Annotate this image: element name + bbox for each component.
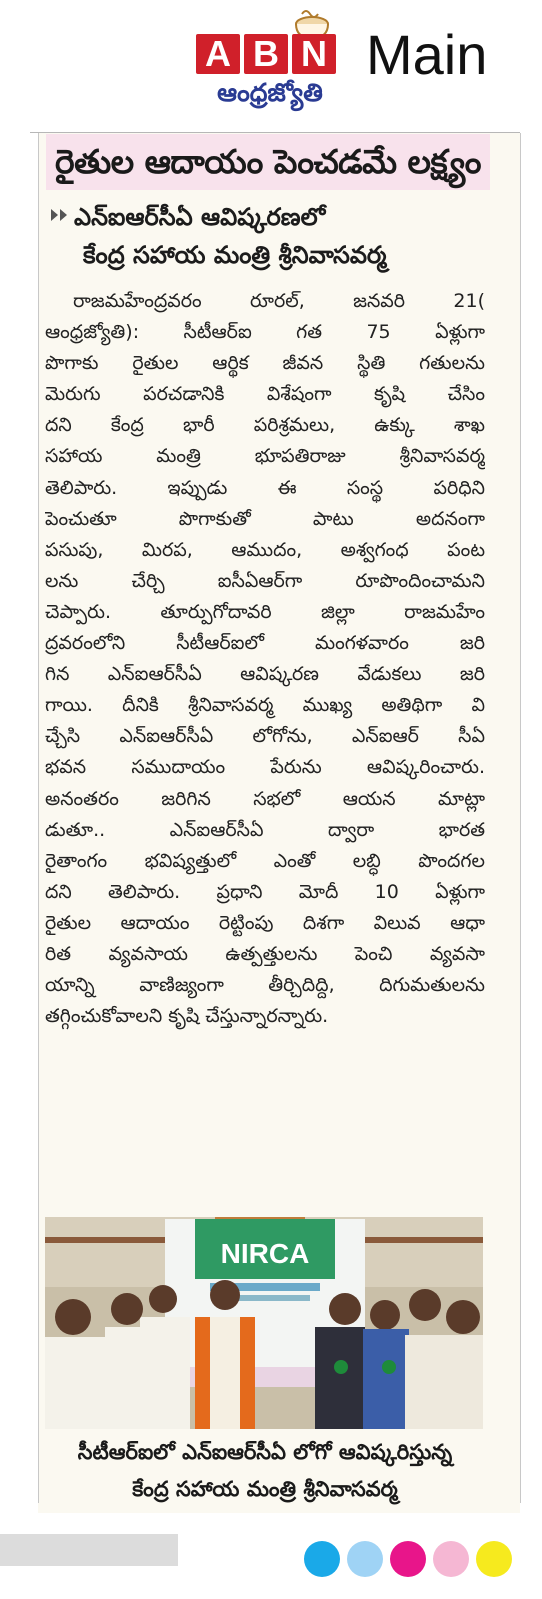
abn-andhrajyothy-logo bbox=[196, 6, 344, 118]
body-line: పసుపు, మిరప, ఆముదం, అశ్వగంధ పంట bbox=[45, 538, 485, 561]
body-line: ద్రవరంలోని సీటీఆర్ఐలో మంగళవారం జరి bbox=[45, 632, 485, 655]
abn-letters bbox=[196, 34, 336, 74]
body-line: చ్చేసి ఎన్ఐఆర్‌సీఏ లోగోను, ఎన్ఐఆర్ సీఏ bbox=[45, 725, 485, 748]
masthead bbox=[0, 0, 542, 122]
body-line: చెప్పారు. తూర్పుగోదావరి జిల్లా రాజమహేం bbox=[45, 600, 485, 623]
subheadline-line: కేంద్ర సహాయ మంత్రి శ్రీనివాసవర్మ bbox=[83, 241, 387, 269]
double-arrow-icon bbox=[48, 205, 74, 225]
edition-label: Main bbox=[366, 23, 488, 86]
body-line: ఆంధ్రజ్యోతి): సీటీఆర్ఐ గత 75 ఏళ్లుగా bbox=[45, 321, 485, 344]
body-line: డుతూ.. ఎన్ఐఆర్‌సీఏ ద్వారా భారత bbox=[45, 818, 485, 841]
logo-letter: N bbox=[292, 34, 336, 74]
subheadline-line: ఎన్ఐఆర్‌సీఏ ఆవిష్కరణలో bbox=[74, 203, 326, 231]
body-line: తగ్గించుకోవాలని కృషి చేస్తున్నారన్నారు. bbox=[45, 1005, 329, 1028]
color-swatch bbox=[390, 1541, 426, 1577]
headline: రైతుల ఆదాయం పెంచడమే లక్ష్యం bbox=[55, 142, 481, 181]
body-line: భవన సముదాయం పేరును ఆవిష్కరించారు. bbox=[45, 756, 485, 779]
body-line: పెంచుతూ పొగాకుతో పాటు అదనంగా bbox=[45, 507, 485, 530]
event-photo bbox=[45, 1217, 483, 1429]
body-line: యాన్ని వాణిజ్యంగా తీర్చిదిద్ది, దిగుమతులను bbox=[45, 974, 485, 997]
body-line: గాయి. దీనికి శ్రీనివాసవర్మ ముఖ్య అతిథిగా వి bbox=[45, 694, 485, 717]
gray-bar bbox=[0, 1534, 178, 1566]
photo-caption bbox=[45, 1434, 485, 1508]
body-line: రైతాంగం భవిష్యత్తులో ఎంతో లబ్ధి పొందగల bbox=[45, 849, 485, 872]
caption-line: సీటీఆర్ఐలో ఎన్ఐఆర్‌సీఏ లోగో ఆవిష్కరిస్తున్న bbox=[77, 1440, 453, 1464]
body-line: గిన ఎన్ఐఆర్‌సీఏ ఆవిష్కరణ వేడుకలు జరి bbox=[45, 663, 485, 686]
body-line: మెరుగు పరచడానికి విశేషంగా కృషి చేసిం bbox=[45, 383, 485, 406]
article-body bbox=[45, 286, 485, 1032]
color-swatch bbox=[347, 1541, 383, 1577]
logo-subtitle: ఆంధ్రజ్యోతి bbox=[217, 78, 323, 107]
color-swatch bbox=[304, 1541, 340, 1577]
divider bbox=[38, 133, 39, 1503]
caption-line: కేంద్ర సహాయ మంత్రి శ్రీనివాసవర్మ bbox=[132, 1477, 398, 1501]
color-swatch bbox=[433, 1541, 469, 1577]
body-line: సహాయ మంత్రి భూపతిరాజు శ్రీనివాసవర్మ bbox=[45, 445, 485, 468]
body-line: రాజమహేంద్రవరం రూరల్, జనవరి 21( bbox=[73, 290, 485, 312]
body-line: పొగాకు రైతుల ఆర్థిక జీవన స్థితి గతులను bbox=[45, 352, 485, 375]
divider bbox=[520, 133, 521, 1503]
logo-letter: B bbox=[244, 34, 288, 74]
body-line: లను చేర్చి ఐసీఏఆర్‌గా రూపొందించామని bbox=[45, 569, 485, 592]
body-line: దని కేంద్ర భారీ పరిశ్రమలు, ఉక్కు శాఖ bbox=[45, 414, 485, 437]
body-line: దని తెలిపారు. ప్రధాని మోదీ 10 ఏళ్లుగా bbox=[45, 880, 485, 903]
body-line: తెలిపారు. ఇప్పుడు ఈ సంస్థ పరిధిని bbox=[45, 476, 485, 499]
subheadline bbox=[74, 198, 494, 274]
body-line: రైతుల ఆదాయం రెట్టింపు దిశగా విలువ ఆధా bbox=[45, 911, 485, 934]
body-line: రిత వ్యవసాయ ఉత్పత్తులను పెంచి వ్యవసా bbox=[45, 942, 485, 965]
banner-text: NIRCA bbox=[220, 1238, 310, 1269]
headline-band bbox=[46, 134, 490, 190]
logo-letter: A bbox=[196, 34, 240, 74]
body-line: అనంతరం జరిగిన సభలో ఆయన మాట్లా bbox=[45, 787, 485, 810]
color-swatch bbox=[476, 1541, 512, 1577]
